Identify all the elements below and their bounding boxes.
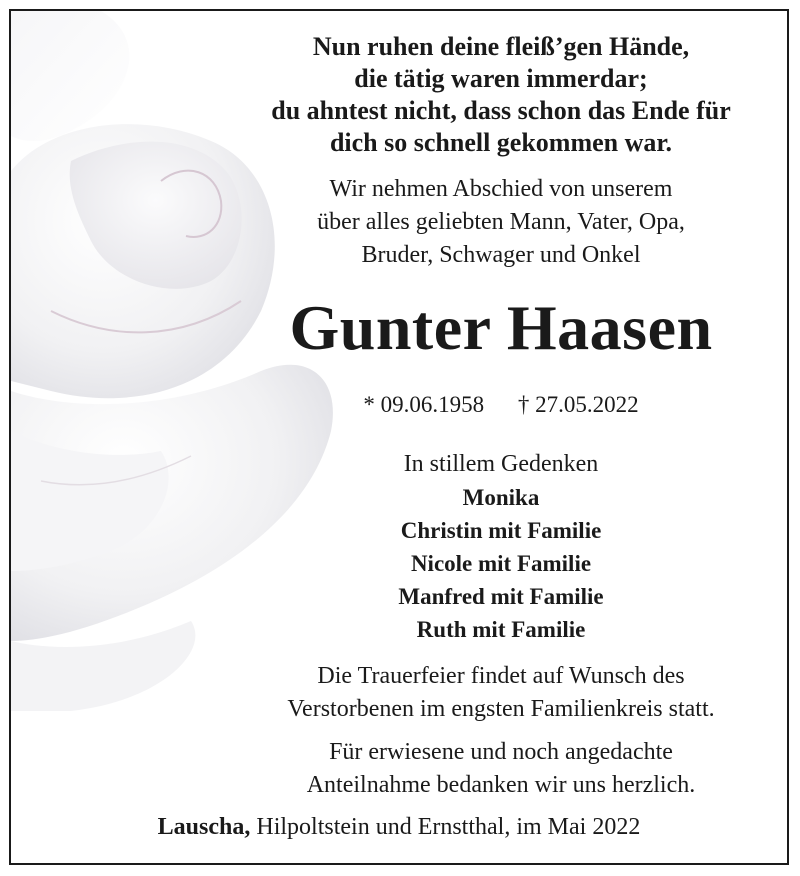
birth-date: * 09.06.1958 [363, 392, 485, 417]
life-dates [241, 390, 761, 420]
verse-line: Nun ruhen deine fleiß’gen Hände, [312, 32, 690, 61]
death-date: † 27.05.2022 [517, 392, 639, 417]
obituary-content [241, 31, 761, 802]
mourner: Monika [462, 485, 540, 510]
mourner: Ruth mit Familie [416, 617, 586, 642]
verse-line: die tätig waren immerdar; [354, 64, 648, 93]
place-bold: Lauscha, [157, 814, 251, 840]
verse-line: dich so schnell gekommen war. [329, 128, 673, 157]
mourners-list [241, 481, 761, 646]
deceased-name: Gunter Haasen [289, 292, 713, 363]
intro-line: Wir nehmen Abschied von unserem [329, 176, 673, 202]
intro-line: über alles geliebten Mann, Vater, Opa, [317, 209, 685, 235]
mourner: Christin mit Familie [400, 518, 602, 543]
memorial-verse [241, 31, 761, 159]
notice-line: Verstorbenen im engsten Familienkreis statt. [287, 696, 715, 722]
mourner: Nicole mit Familie [410, 551, 592, 576]
farewell-intro [241, 173, 761, 272]
mourning-label: In stillem Gedenken [403, 451, 599, 477]
thanks-line: Anteilnahme bedanken wir uns herzlich. [306, 772, 696, 798]
mourner: Manfred mit Familie [398, 584, 604, 609]
place-and-date [11, 811, 787, 844]
verse-line: du ahntest nicht, dass schon das Ende für [271, 96, 731, 125]
thanks-notice [241, 736, 761, 802]
thanks-line: Für erwiesene und noch angedachte [329, 739, 673, 765]
obituary-frame [9, 9, 789, 865]
funeral-notice [241, 660, 761, 726]
place-rest: Hilpoltstein und Ernstthal, im Mai 2022 [250, 814, 641, 840]
intro-line: Bruder, Schwager und Onkel [361, 242, 641, 268]
notice-line: Die Trauerfeier findet auf Wunsch des [317, 663, 685, 689]
